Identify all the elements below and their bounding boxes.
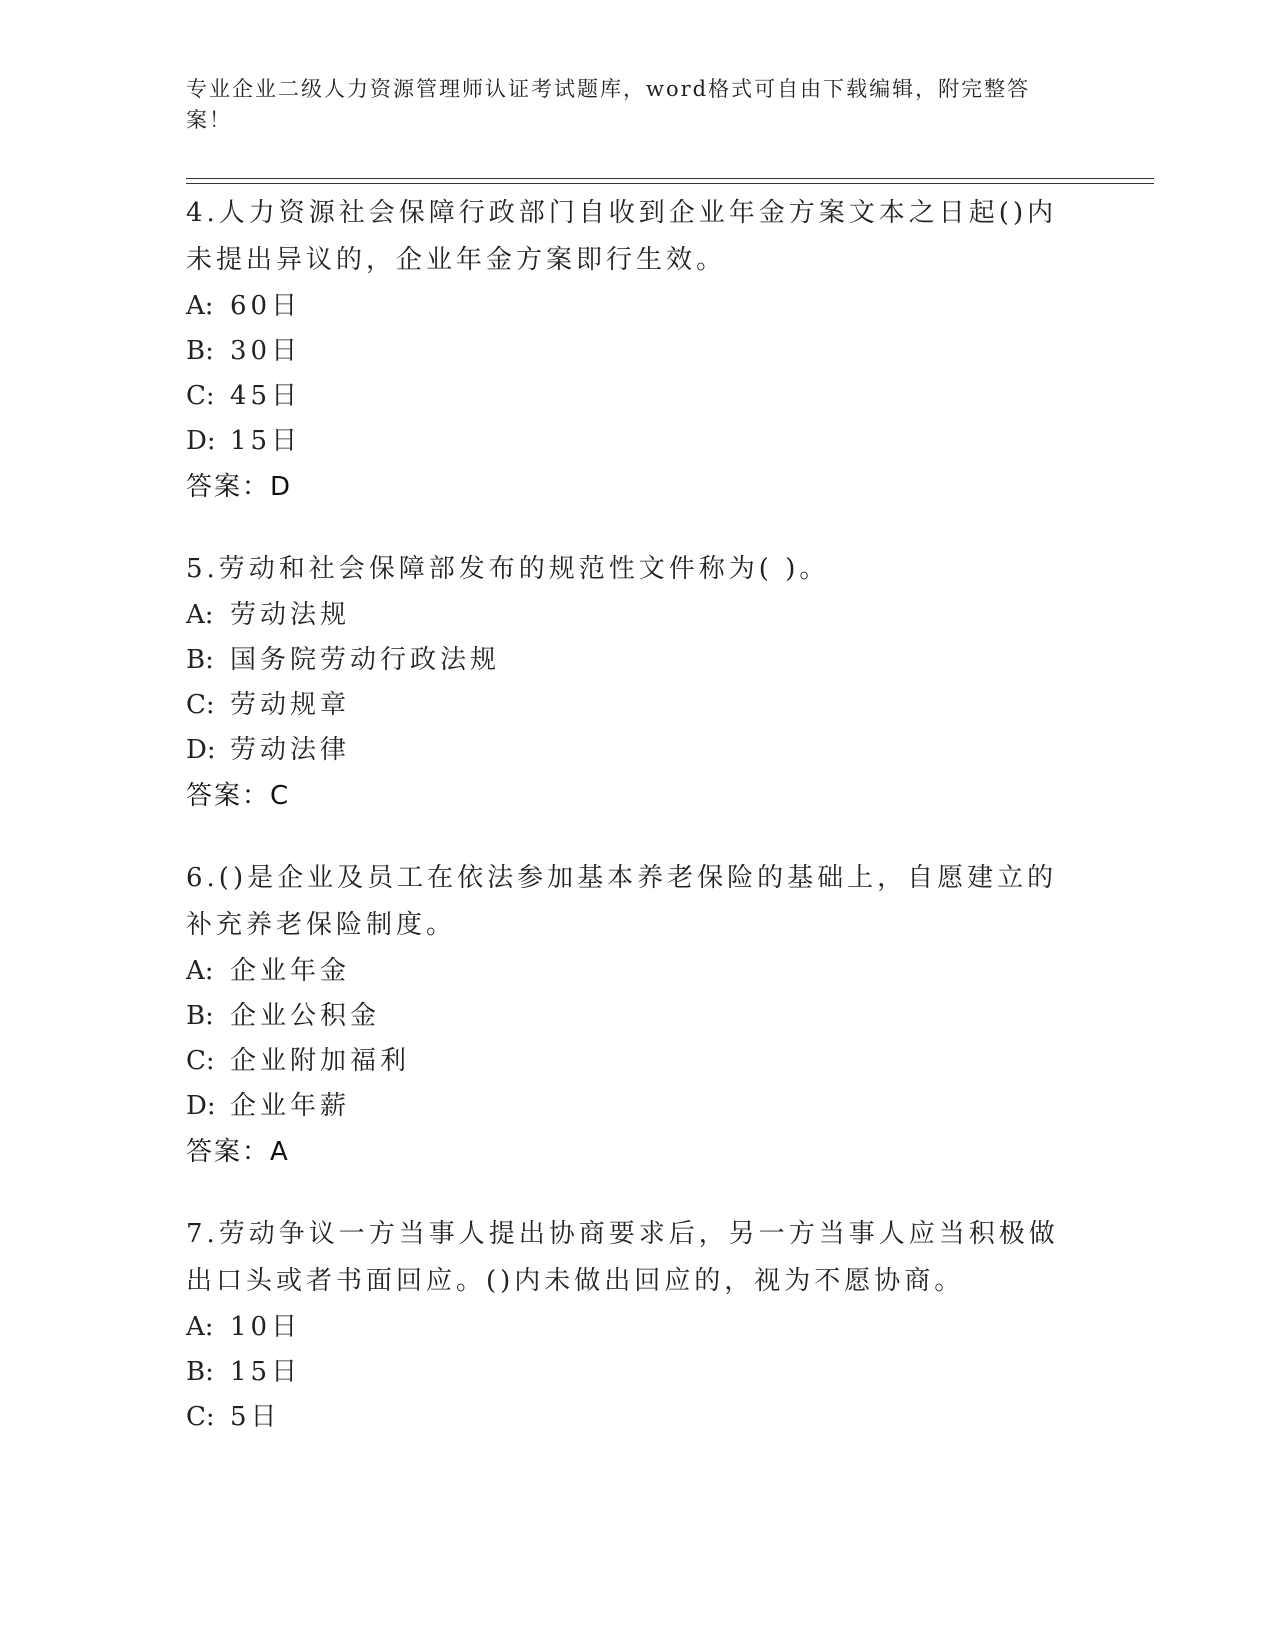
option-label: C: <box>186 1046 215 1076</box>
option-text: 15日 <box>230 1357 302 1387</box>
option-c <box>186 1039 1066 1084</box>
option-label: B: <box>186 1357 214 1387</box>
option-label: D: <box>186 735 216 765</box>
question-5 <box>186 546 1066 819</box>
option-label: A: <box>186 1312 214 1342</box>
option-text: 5日 <box>230 1402 281 1432</box>
option-text: 劳动法规 <box>230 600 351 630</box>
answer-line: 答案：D <box>186 472 293 502</box>
option-text: 企业年金 <box>230 956 351 986</box>
option-text: 企业年薪 <box>230 1091 351 1121</box>
option-label: B: <box>186 1001 214 1031</box>
option-label: B: <box>186 645 214 675</box>
question-6 <box>186 855 1066 1175</box>
option-label: A: <box>186 956 214 986</box>
option-text: 企业附加福利 <box>230 1046 411 1076</box>
option-a <box>186 593 1066 638</box>
option-d <box>186 728 1066 773</box>
option-b <box>186 994 1066 1039</box>
option-c <box>186 683 1066 728</box>
option-a <box>186 949 1066 994</box>
document-header: 专业企业二级人力资源管理师认证考试题库，word格式可自由下载编辑，附完整答案！ <box>186 77 1031 132</box>
question-stem: 6.()是企业及员工在依法参加基本养老保险的基础上，自愿建立的补充养老保险制度。 <box>186 863 1058 940</box>
option-c <box>186 1395 1066 1440</box>
option-text: 10日 <box>230 1312 302 1342</box>
option-label: D: <box>186 426 216 456</box>
option-label: D: <box>186 1091 216 1121</box>
answer-line: 答案：A <box>186 1137 290 1167</box>
header-divider-bottom <box>186 183 1154 184</box>
option-label: A: <box>186 291 214 321</box>
question-stem: 4.人力资源社会保障行政部门自收到企业年金方案文本之日起()内未提出异议的，企业年金方案即行生效。 <box>186 198 1058 275</box>
option-label: C: <box>186 690 215 720</box>
option-c <box>186 374 1066 419</box>
option-b <box>186 1350 1066 1395</box>
header-divider-top <box>186 178 1154 179</box>
option-label: C: <box>186 1402 215 1432</box>
option-label: A: <box>186 600 214 630</box>
option-label: B: <box>186 336 214 366</box>
option-text: 企业公积金 <box>230 1001 381 1031</box>
option-d <box>186 1084 1066 1129</box>
option-d <box>186 419 1066 464</box>
option-text: 劳动法律 <box>230 735 351 765</box>
option-text: 30日 <box>230 336 302 366</box>
option-a <box>186 284 1066 329</box>
question-7 <box>186 1211 1066 1440</box>
question-4 <box>186 190 1066 510</box>
option-b <box>186 329 1066 374</box>
answer-line: 答案：C <box>186 781 291 811</box>
question-stem: 5.劳动和社会保障部发布的规范性文件称为( )。 <box>186 554 830 584</box>
option-text: 国务院劳动行政法规 <box>230 645 501 675</box>
option-label: C: <box>186 381 215 411</box>
option-text: 劳动规章 <box>230 690 351 720</box>
option-b <box>186 638 1066 683</box>
question-stem: 7.劳动争议一方当事人提出协商要求后，另一方当事人应当积极做出口头或者书面回应。()内未做出回应的，视为不愿协商。 <box>186 1219 1059 1296</box>
option-text: 60日 <box>230 291 302 321</box>
option-text: 15日 <box>230 426 302 456</box>
option-text: 45日 <box>230 381 302 411</box>
question-list <box>186 190 1066 1476</box>
option-a <box>186 1305 1066 1350</box>
